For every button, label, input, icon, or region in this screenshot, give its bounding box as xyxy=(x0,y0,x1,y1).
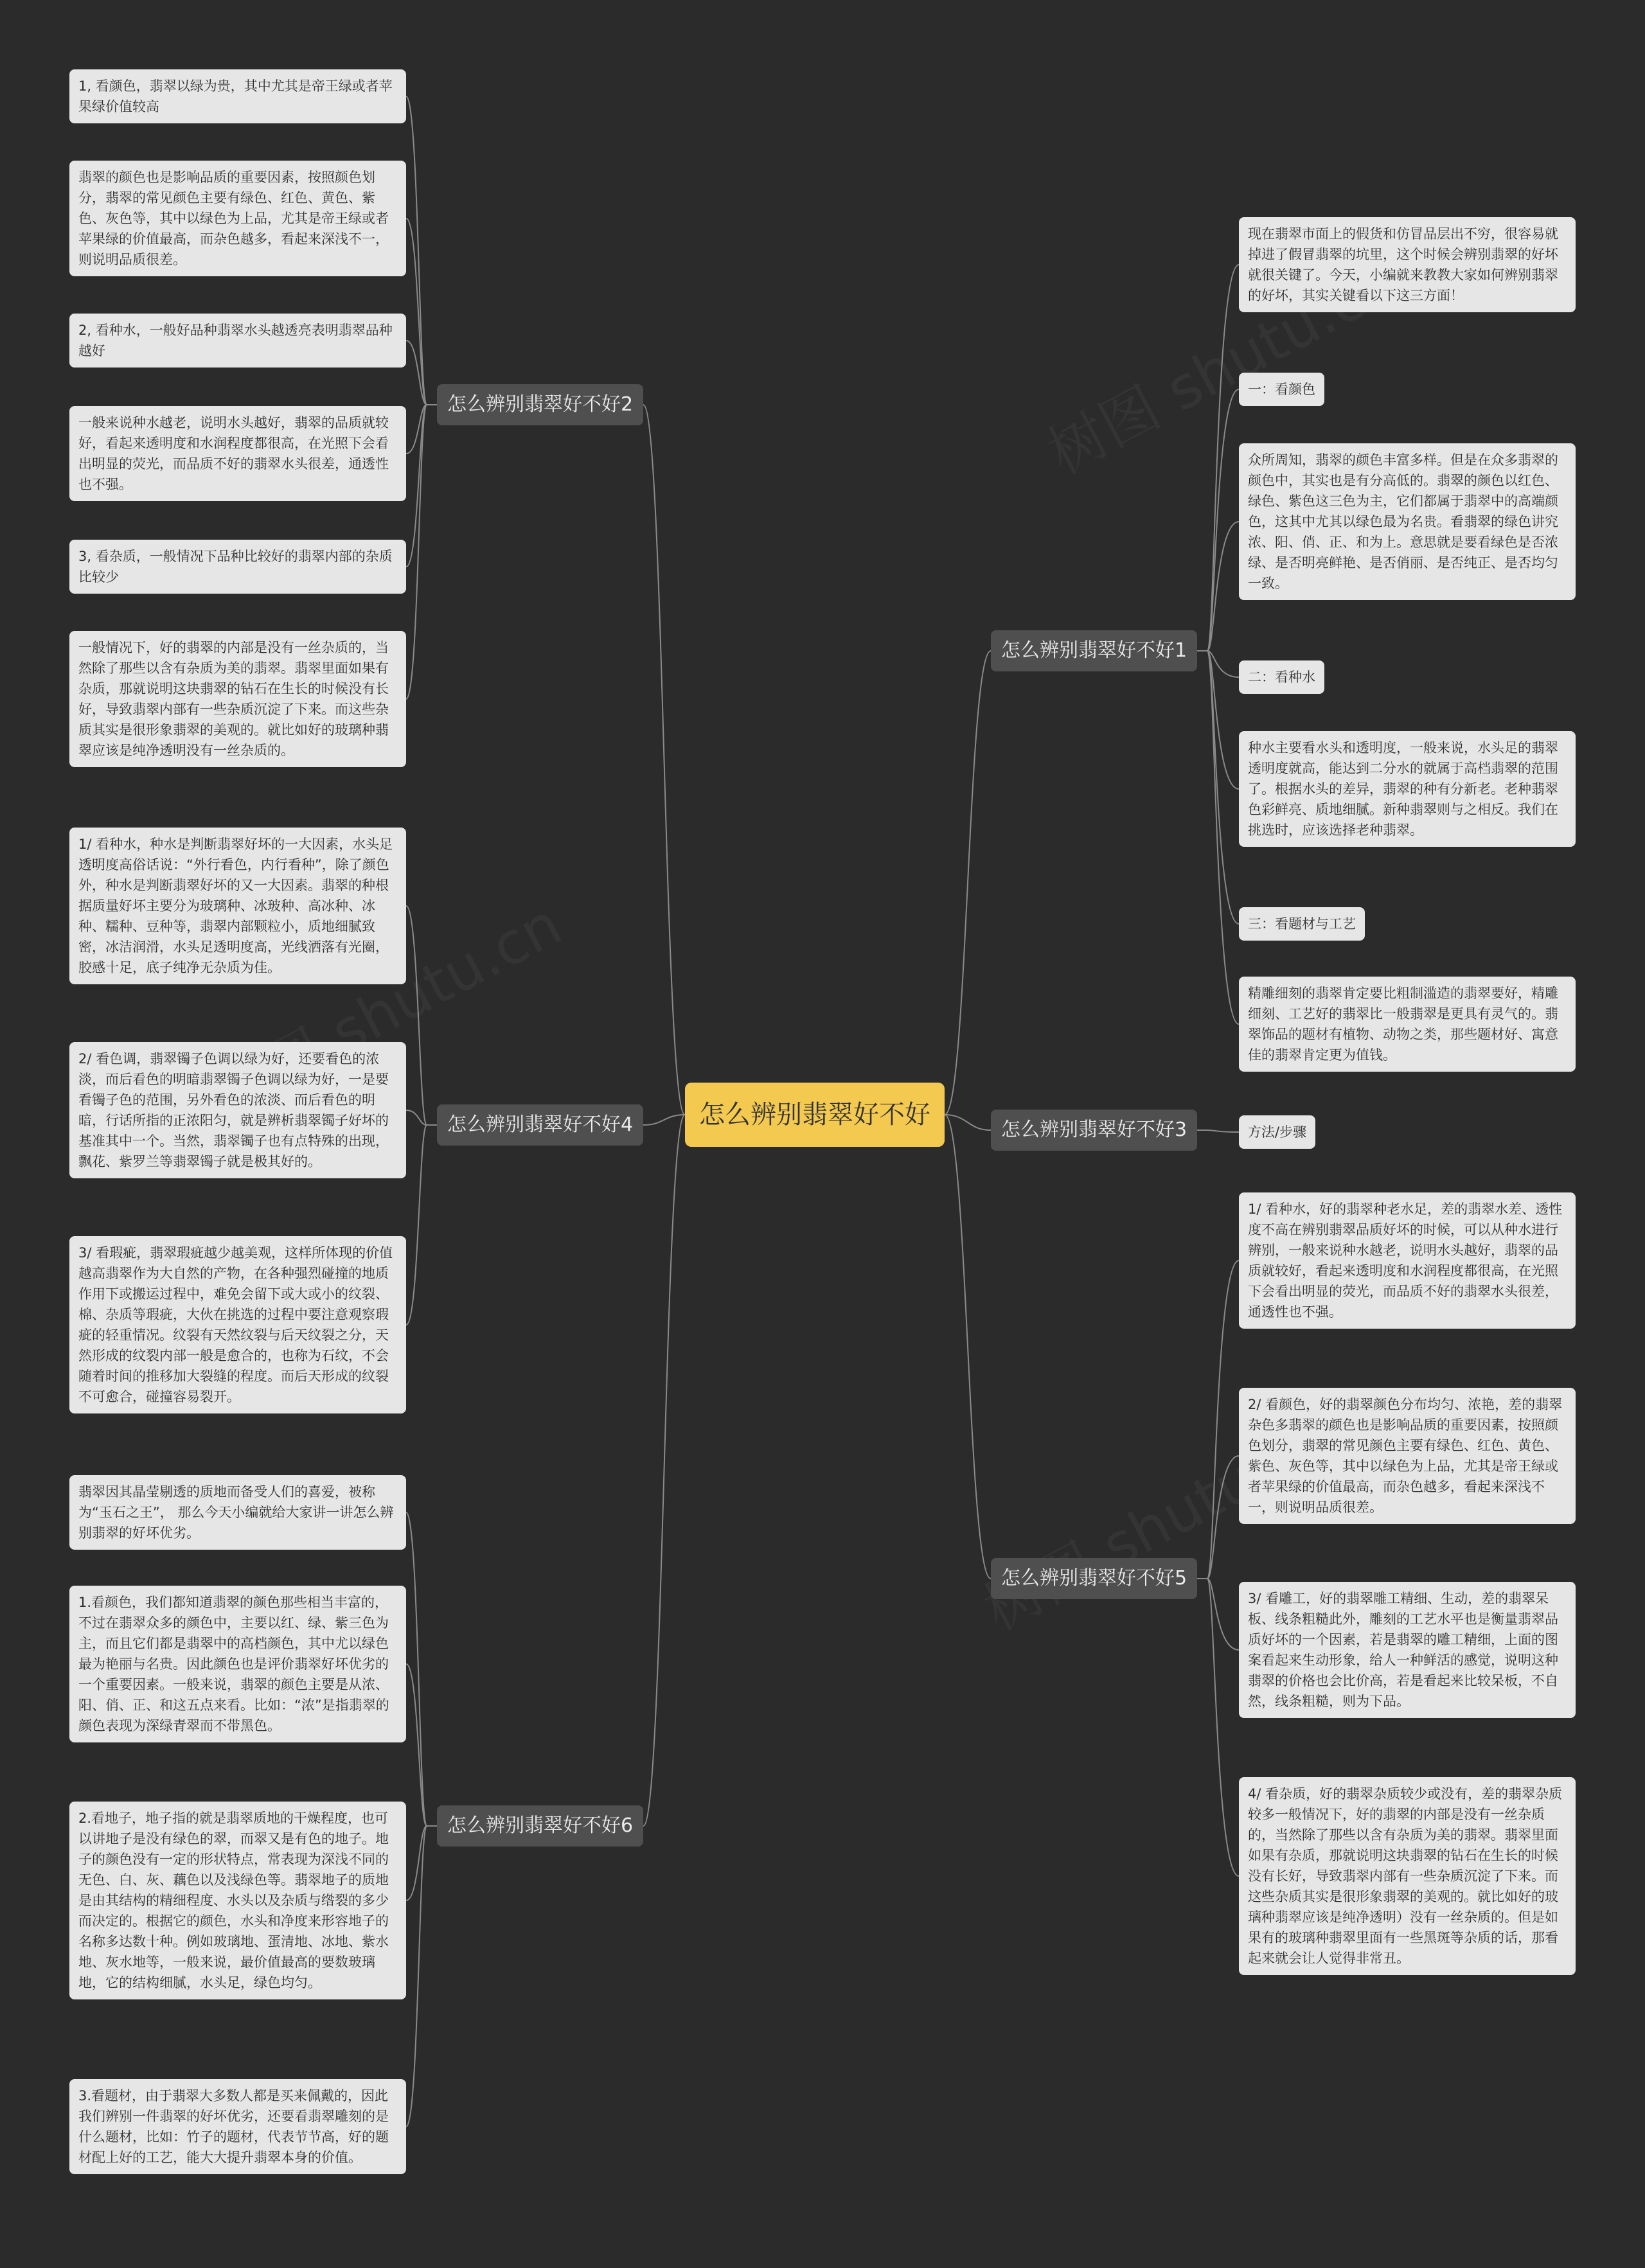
branch-topic-5[interactable]: 怎么辨别翡翠好不好5 xyxy=(991,1558,1197,1599)
leaf-node[interactable]: 3/ 看瑕疵，翡翠瑕疵越少越美观，这样所体现的价值越高翡翠作为大自然的产物，在各种强烈碰撞的地质作用下或搬运过程中，难免会留下或大或小的纹裂、棉、杂质等瑕疵，大伙在挑选的过程中要注意观察瑕疵的轻重情况。纹裂有天然纹裂与后天纹裂之分，天然形成的纹裂内部一般是愈合的，也称为石纹，不会随着时间的推移加大裂缝的程度。而后天形成的纹裂不可愈合，碰撞容易裂开。 xyxy=(69,1236,406,1413)
leaf-node[interactable]: 翡翠的颜色也是影响品质的重要因素，按照颜色划分，翡翠的常见颜色主要有绿色、红色、黄色、紫色、灰色等，其中以绿色为上品，尤其是帝王绿或者苹果绿的价值最高，而杂色越多，看起来深浅不一，则说明品质很差。 xyxy=(69,161,406,276)
leaf-node[interactable]: 现在翡翠市面上的假货和仿冒品层出不穷，很容易就掉进了假冒翡翠的坑里，这个时候会辨别翡翠的好坏就很关键了。今天，小编就来教教大家如何辨别翡翠的好坏，其实关键看以下这三方面！ xyxy=(1239,217,1576,312)
branch-leaf-connector xyxy=(1197,651,1239,789)
branch-topic-1[interactable]: 怎么辨别翡翠好不好1 xyxy=(991,630,1197,671)
branch-leaf-connector xyxy=(406,906,437,1125)
branch-leaf-connector xyxy=(406,1110,437,1125)
leaf-node[interactable]: 二：看种水 xyxy=(1239,660,1324,694)
leaf-node[interactable]: 2.看地子，地子指的就是翡翠质地的干燥程度，也可以讲地子是没有绿色的翠，而翠又是有色的地子。地子的颜色没有一定的形状特点，常表现为深浅不同的无色、白、灰、藕色以及浅绿色等。翡翠地子的质地是由其结构的精细程度、水头以及杂质与绺裂的多少而决定的。根据它的颜色，水头和净度来形容地子的名称多达数十种。例如玻璃地、蛋清地、冰地、紫水地、灰水地等，一般来说，最价值最高的要数玻璃地，它的结构细腻，水头足，绿色均匀。 xyxy=(69,1802,406,1999)
root-topic[interactable]: 怎么辨别翡翠好不好 xyxy=(685,1083,945,1147)
leaf-node[interactable]: 1/ 看种水，种水是判断翡翠好坏的一大因素，水头足透明度高俗话说：“外行看色，内行看种”，除了颜色外，种水是判断翡翠好坏的又一大因素。翡翠的种根据质量好坏主要分为玻璃种、冰玻种、高冰种、冰种、糯种、豆种等，翡翠内部颗粒小，质地细腻致密，冰洁润滑，水头足透明度高，光线洒落有光圈，胶感十足，底子纯净无杂质为佳。 xyxy=(69,828,406,984)
branch-leaf-connector xyxy=(406,1664,437,1826)
branch-topic-3[interactable]: 怎么辨别翡翠好不好3 xyxy=(991,1110,1197,1151)
leaf-node[interactable]: 三：看题材与工艺 xyxy=(1239,907,1365,941)
leaf-node[interactable]: 一般来说种水越老，说明水头越好，翡翠的品质就较好，看起来透明度和水润程度都很高，在光照下会看出明显的荧光，而品质不好的翡翠水头很差，通透性也不强。 xyxy=(69,406,406,501)
leaf-node[interactable]: 翡翠因其晶莹剔透的质地而备受人们的喜爱，被称为“玉石之王”， 那么今天小编就给大家讲一讲怎么辨别翡翠的好坏优劣。 xyxy=(69,1475,406,1550)
branch-leaf-connector xyxy=(1197,1579,1239,1650)
branch-leaf-connector xyxy=(1197,651,1239,677)
branch-leaf-connector xyxy=(1197,1261,1239,1579)
branch-leaf-connector xyxy=(1197,651,1239,924)
leaf-node[interactable]: 3, 看杂质，一般情况下品种比较好的翡翠内部的杂质比较少 xyxy=(69,540,406,594)
root-branch-connector xyxy=(945,1115,991,1579)
leaf-node[interactable]: 2/ 看颜色，好的翡翠颜色分布均匀、浓艳，差的翡翠杂色多翡翠的颜色也是影响品质的重要因素，按照颜色划分，翡翠的常见颜色主要有绿色、红色、黄色、紫色、灰色等，其中以绿色为上品，尤其是帝王绿或者苹果绿的价值最高，而杂色越多，看起来深浅不一，则说明品质很差。 xyxy=(1239,1388,1576,1524)
leaf-node[interactable]: 2/ 看色调，翡翠镯子色调以绿为好，还要看色的浓淡，而后看色的明暗翡翠镯子色调以绿为好，一是要看镯子色的范围，另外看色的浓淡、而后看色的明暗，行话所指的正浓阳匀，就是辨析翡翠镯子好坏的基准其中一个。当然，翡翠镯子也有点特殊的出现，飘花、紫罗兰等翡翠镯子就是极其好的。 xyxy=(69,1042,406,1178)
branch-leaf-connector xyxy=(1197,522,1239,651)
leaf-node[interactable]: 2, 看种水，一般好品种翡翠水头越透亮表明翡翠品种越好 xyxy=(69,314,406,368)
leaf-node[interactable]: 1.看颜色，我们都知道翡翠的颜色那些相当丰富的，不过在翡翠众多的颜色中，主要以红、绿、紫三色为主，而且它们都是翡翠中的高档颜色，其中尤以绿色最为艳丽与名贵。因此颜色也是评价翡翠好坏优劣的一个重要因素。一般来说，翡翠的颜色主要是从浓、阳、俏、正、和这五点来看。比如：“浓”是指翡翠的颜色表现为深绿青翠而不带黑色。 xyxy=(69,1586,406,1742)
branch-leaf-connector xyxy=(1197,1130,1239,1132)
root-branch-connector xyxy=(945,651,991,1115)
branch-leaf-connector xyxy=(406,1125,437,1325)
leaf-node[interactable]: 3.看题材，由于翡翠大多数人都是买来佩戴的，因此我们辨别一件翡翠的好坏优劣，还要看翡翠雕刻的是什么题材，比如：竹子的题材，代表节节高，好的题材配上好的工艺，能大大提升翡翠本身的价值。 xyxy=(69,2079,406,2174)
leaf-node[interactable]: 4/ 看杂质，好的翡翠杂质较少或没有，差的翡翠杂质较多一般情况下，好的翡翠的内部是没有一丝杂质的，当然除了那些以含有杂质为美的翡翠。翡翠里面如果有杂质，那就说明这块翡翠的钻石在生长的时候没有长好，导致翡翠内部有一些杂质沉淀了下来。而这些杂质其实是很形象翡翠的美观的。就比如好的玻璃种翡翠应该是纯净透明）没有一丝杂质的。但是如果有的玻璃种翡翠里面有一些黑斑等杂质的话，那看起来就会让人觉得非常丑。 xyxy=(1239,1777,1576,1975)
branch-leaf-connector xyxy=(1197,651,1239,1024)
branch-leaf-connector xyxy=(1197,265,1239,651)
leaf-node[interactable]: 1/ 看种水，好的翡翠种老水足，差的翡翠水差、透性度不高在辨别翡翠品质好坏的时候，可以从种水进行辨别，一般来说种水越老，说明水头越好，翡翠的品质就较好，看起来透明度和水润程度都很高，在光照下会看出明显的荧光，而品质不好的翡翠水头很差，通透性也不强。 xyxy=(1239,1192,1576,1329)
root-branch-connector xyxy=(945,1115,991,1130)
branch-leaf-connector xyxy=(406,1512,437,1826)
branch-leaf-connector xyxy=(1197,1456,1239,1579)
branch-leaf-connector xyxy=(406,218,437,405)
branch-topic-2[interactable]: 怎么辨别翡翠好不好2 xyxy=(437,384,643,425)
leaf-node[interactable]: 3/ 看雕工，好的翡翠雕工精细、生动，差的翡翠呆板、线条粗糙此外，雕刻的工艺水平也是衡量翡翠品质好坏的一个因素，若是翡翠的雕工精细，上面的图案看起来生动形象，给人一种鲜活的感觉，说明这种翡翠的价格也会比价高，若是看起来比较呆板，不自然，线条粗糙，则为下品。 xyxy=(1239,1582,1576,1718)
leaf-node[interactable]: 精雕细刻的翡翠肯定要比粗制滥造的翡翠要好，精雕细刻、工艺好的翡翠比一般翡翠是更具有灵气的。翡翠饰品的题材有植物、动物之类，那些题材好、寓意佳的翡翠肯定更为值钱。 xyxy=(1239,977,1576,1072)
leaf-node[interactable]: 一：看颜色 xyxy=(1239,373,1324,406)
branch-leaf-connector xyxy=(406,1826,437,2127)
branch-topic-4[interactable]: 怎么辨别翡翠好不好4 xyxy=(437,1104,643,1146)
branch-leaf-connector xyxy=(406,405,437,699)
branch-leaf-connector xyxy=(406,405,437,567)
leaf-node[interactable]: 众所周知，翡翠的颜色丰富多样。但是在众多翡翠的颜色中，其实也是有分高低的。翡翠的颜色以红色、绿色、紫色这三色为主，它们都属于翡翠中的高端颜色，这其中尤其以绿色最为名贵。看翡翠的绿色讲究浓、阳、俏、正、和为上。意思就是要看绿色是否浓绿、是否明亮鲜艳、是否俏丽、是否纯正、是否均匀一致。 xyxy=(1239,443,1576,600)
root-branch-connector xyxy=(643,1115,685,1826)
leaf-node[interactable]: 一般情况下，好的翡翠的内部是没有一丝杂质的，当然除了那些以含有杂质为美的翡翠。翡翠里面如果有杂质，那就说明这块翡翠的钻石在生长的时候没有长好，导致翡翠内部有一些杂质沉淀了下来。而这些杂质其实是很形象翡翠的美观的。就比如好的玻璃种翡翠应该是纯净透明没有一丝杂质的。 xyxy=(69,631,406,767)
branch-leaf-connector xyxy=(1197,1579,1239,1876)
branch-topic-6[interactable]: 怎么辨别翡翠好不好6 xyxy=(437,1805,643,1847)
leaf-node[interactable]: 种水主要看水头和透明度，一般来说，水头足的翡翠透明度就高，能达到二分水的就属于高档翡翠的范围了。根据水头的差异，翡翠的种有分新老。老种翡翠色彩鲜亮、质地细腻。新种翡翠则与之相反。我们在挑选时，应该选择老种翡翠。 xyxy=(1239,731,1576,847)
root-branch-connector xyxy=(643,405,685,1115)
leaf-node[interactable]: 1, 看颜色，翡翠以绿为贵，其中尤其是帝王绿或者苹果绿价值较高 xyxy=(69,69,406,123)
root-branch-connector xyxy=(643,1115,685,1125)
leaf-node[interactable]: 方法/步骤 xyxy=(1239,1115,1315,1149)
